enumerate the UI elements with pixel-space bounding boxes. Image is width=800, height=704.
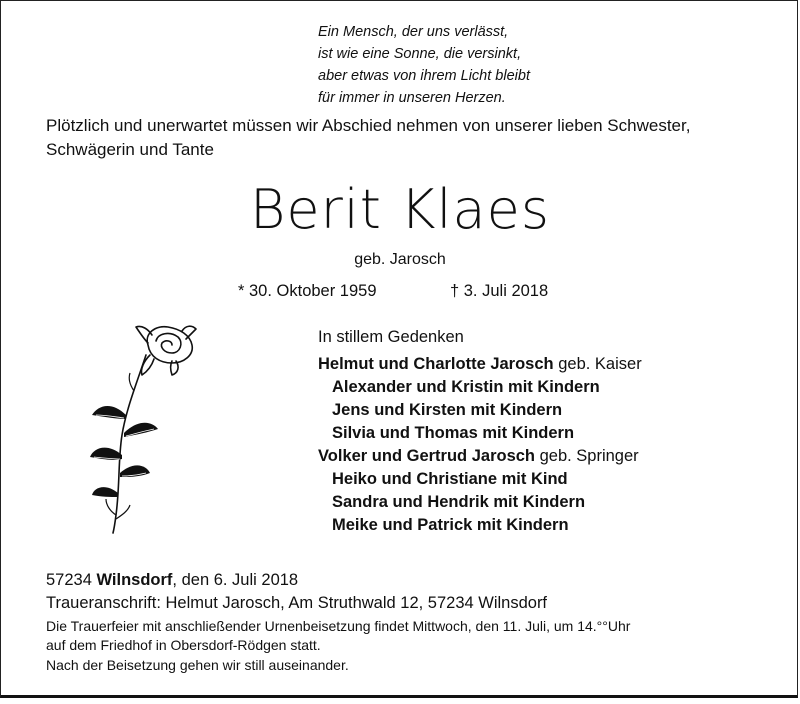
family-member: Meike und Patrick mit Kindern — [332, 516, 569, 534]
family-member: Sandra und Hendrik mit Kindern — [332, 493, 586, 511]
mourning-address: Traueranschrift: Helmut Jarosch, Am Struthwald 12, 57234 Wilnsdorf — [46, 594, 548, 612]
deceased-name: Berit Klaes — [250, 178, 550, 241]
funeral-info — [46, 617, 776, 655]
poem-line: aber etwas von ihrem Licht bleibt — [318, 68, 530, 84]
family-note: geb. Springer — [539, 447, 639, 465]
city: Wilnsdorf — [96, 571, 173, 589]
poem-line: Ein Mensch, der uns verlässt, — [318, 24, 509, 40]
poem-line: für immer in unseren Herzen. — [318, 90, 506, 106]
poem-line: ist wie eine Sonne, die versinkt, — [318, 46, 522, 62]
funeral-line: Die Trauerfeier mit anschließender Urnenbeisetzung findet Mittwoch, den 11. Juli, um 14.°°Uhr — [46, 618, 631, 634]
family-member: Jens und Kirsten mit Kindern — [332, 401, 563, 419]
family-head — [318, 445, 642, 468]
death-date: † 3. Juli 2018 — [450, 282, 549, 300]
family-member: Alexander und Kristin mit Kindern — [332, 378, 600, 396]
poem — [318, 21, 530, 109]
mourners-heading: In stillem Gedenken — [318, 328, 464, 346]
zip-code: 57234 — [46, 571, 92, 589]
family-member: Heiko und Christiane mit Kind — [332, 470, 568, 488]
family-note: geb. Kaiser — [558, 355, 642, 373]
family-names: Volker und Gertrud Jarosch — [318, 447, 535, 465]
funeral-line: auf dem Friedhof in Obersdorf-Rödgen statt. — [46, 637, 321, 653]
place-date — [46, 569, 298, 591]
family-member: Silvia und Thomas mit Kindern — [332, 424, 575, 442]
closing-note: Nach der Beisetzung gehen wir still auseinander. — [46, 657, 349, 673]
family-head — [318, 353, 642, 376]
rose-icon — [86, 315, 201, 535]
notice-date: , den 6. Juli 2018 — [172, 571, 299, 589]
birth-name: geb. Jarosch — [354, 251, 446, 268]
birth-date: * 30. Oktober 1959 — [238, 282, 377, 300]
family-names: Helmut und Charlotte Jarosch — [318, 355, 554, 373]
mourners-list — [318, 326, 642, 537]
intro-text: Plötzlich und unerwartet müssen wir Abschied nehmen von unserer lieben Schwester, Schwägerin und Tante — [46, 116, 691, 159]
